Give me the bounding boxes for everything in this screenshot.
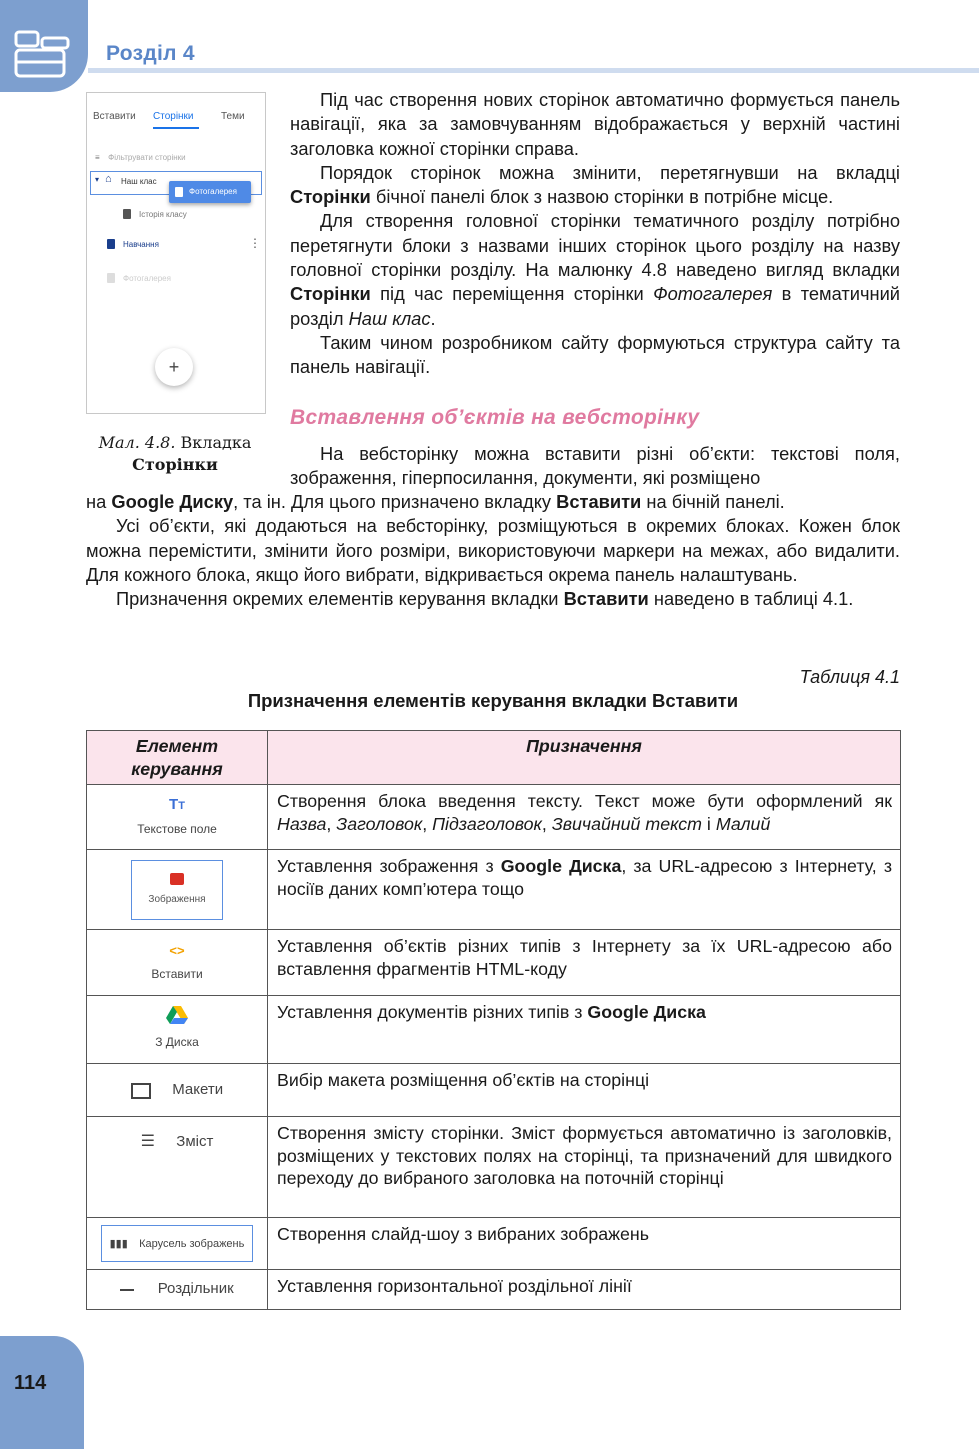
toc-list-icon: ☰	[140, 1133, 155, 1150]
row-description: Вибір макета розміщення об’єктів на сторінці	[268, 1064, 901, 1117]
layouts-control	[87, 1064, 268, 1117]
carousel-button-frame	[101, 1225, 254, 1263]
carousel-control	[87, 1218, 268, 1270]
table-title: Призначення елементів керування вкладки Вставити	[247, 690, 739, 711]
figure-pages-panel	[86, 92, 266, 414]
caption-number: Мал. 4.8.	[98, 433, 176, 452]
page-icon	[107, 239, 115, 249]
embed-code-icon: <>	[169, 943, 185, 958]
table-row	[87, 1270, 901, 1310]
paragraph-2: Порядок сторінок можна змінити, перетягнувши на вкладці Сторінки бічної панелі блок з назвою сторінки в потрібне місце.	[290, 161, 900, 208]
image-button-frame	[131, 860, 223, 920]
paragraph-7: Призначення окремих елементів керування вкладки Вставити наведено в таблиці 4.1.	[116, 588, 854, 610]
dragged-page-photogallery	[169, 181, 251, 203]
table-row	[87, 930, 901, 996]
text-column	[290, 88, 900, 380]
control-label: З Диска	[155, 1035, 199, 1049]
paragraph-4: Таким чином розробником сайту формуються структура сайту та панель навігації.	[290, 331, 900, 378]
table-number: Таблиця 4.1	[799, 667, 900, 687]
control-label: Зміст	[176, 1133, 214, 1150]
caption-bold: Сторінки	[132, 455, 218, 474]
carousel-icon: ▮▮▮	[109, 1237, 128, 1250]
row-description: Створення слайд-шоу з вибраних зображень	[268, 1218, 901, 1270]
google-drive-icon	[166, 1006, 188, 1024]
table-header-purpose: Призначення	[268, 731, 901, 785]
divider-control	[87, 1270, 268, 1310]
page-label-photogallery: Фотогалерея	[123, 274, 171, 283]
home-icon: ⌂	[105, 173, 112, 185]
text-format-icon: TT	[169, 796, 185, 813]
page-icon	[107, 273, 115, 283]
drive-control	[87, 996, 268, 1064]
page-number: 114	[14, 1372, 47, 1394]
filter-row	[95, 147, 186, 165]
paragraph-5-end: на Google Диску, та ін. Для цього призначено вкладку Вставити на бічній панелі.	[86, 491, 785, 512]
table-row	[87, 850, 901, 930]
table-row	[87, 996, 901, 1064]
caption-text: Вкладка	[180, 433, 252, 452]
more-vert-icon: ⋮	[249, 236, 261, 250]
toc-control	[87, 1117, 268, 1218]
filter-icon: ≡	[95, 153, 100, 162]
text-field-control	[87, 785, 268, 850]
figure-caption	[84, 432, 266, 476]
embed-control	[87, 930, 268, 996]
tab-pages: Сторінки	[153, 111, 194, 122]
control-label: Карусель зображень	[139, 1237, 245, 1250]
table-row	[87, 785, 901, 850]
table-header-row	[87, 731, 901, 785]
row-description: Уставлення зображення з Google Диска, за URL-адресою з Інтернету, з носіїв даних комп’ютера тощо	[268, 850, 901, 930]
row-description: Уставлення об’єктів різних типів з Інтернету за їх URL-адресою або вставлення фрагментів HTML-коду	[268, 930, 901, 996]
text-full-width	[86, 490, 900, 611]
image-control	[87, 850, 268, 930]
image-icon	[170, 873, 184, 885]
paragraph-5-start: На вебсторінку можна вставити різні об’єкти: текстові поля, зображення, гіперпосилання, документи, які розміщено	[290, 443, 900, 489]
filter-placeholder: Фільтрувати сторінки	[108, 153, 186, 162]
control-label: Зображення	[148, 893, 206, 905]
controls-table	[86, 730, 901, 1310]
page-label-our-class: Наш клас	[121, 177, 157, 186]
chapter-title: Розділ 4	[106, 42, 195, 65]
paragraph-6: Усі об’єкти, які додаються на вебсторінку, розміщуються в окремих блоках. Кожен блок можна перемістити, змінити його розміри, використовуючи маркери на межах, або видалити. Для кожного блока, якщо його вибрати, відкривається окрема панель налаштувань.	[86, 515, 900, 585]
add-page-button: +	[155, 348, 193, 386]
page-icon	[175, 187, 183, 197]
table-header-element: Елемент керування	[87, 731, 268, 785]
table-row	[87, 1117, 901, 1218]
active-tab-indicator	[153, 127, 199, 129]
header-divider	[88, 68, 979, 73]
table-row	[87, 1064, 901, 1117]
control-label: Макети	[172, 1080, 224, 1098]
divider-icon	[120, 1289, 134, 1291]
page-label-learning: Навчання	[123, 240, 159, 249]
dragged-page-label: Фотогалерея	[189, 187, 237, 196]
layout-icon	[131, 1083, 151, 1099]
paragraph-1: Під час створення нових сторінок автоматично формується панель навігації, яка за замовчуванням відображається у верхній частині заголовка кожної сторінки справа.	[290, 89, 900, 159]
row-description: Уставлення документів різних типів з Google Диска	[268, 996, 901, 1064]
tab-insert: Вставити	[93, 111, 136, 122]
control-label: Текстове поле	[137, 821, 217, 836]
row-description: Уставлення горизонтальної роздільної лінії	[268, 1270, 901, 1310]
table-row	[87, 1218, 901, 1270]
tab-themes: Теми	[221, 111, 245, 122]
row-description: Створення змісту сторінки. Зміст формується автоматично із заголовків, розміщених у текстових полях на сторінці, та призначений для швидкого переходу до вибраного заголовка на поточній сторінці	[268, 1117, 901, 1218]
page-label-class-history: Історія класу	[139, 210, 187, 219]
control-label: Вставити	[151, 966, 203, 981]
control-label: Роздільник	[157, 1280, 234, 1298]
page-icon	[123, 209, 131, 219]
layout-icon	[14, 30, 70, 78]
row-description: Створення блока введення тексту. Текст може бути оформлений як Назва, Заголовок, Підзаголовок, Звичайний текст і Малий	[268, 785, 901, 850]
section-heading: Вставлення об’єктів на вебсторінку	[290, 406, 700, 429]
paragraph-3: Для створення головної сторінки тематичного розділу потрібно перетягнути блоки з назвами інших сторінок цього розділу на назву головної сторінки розділу. На малюнку 4.8 наведено вигляд вкладки Сторінки під час переміщення сторінки Фотогалерея в тематичний розділ Наш клас.	[290, 210, 900, 329]
chevron-down-icon: ▾	[95, 175, 100, 184]
